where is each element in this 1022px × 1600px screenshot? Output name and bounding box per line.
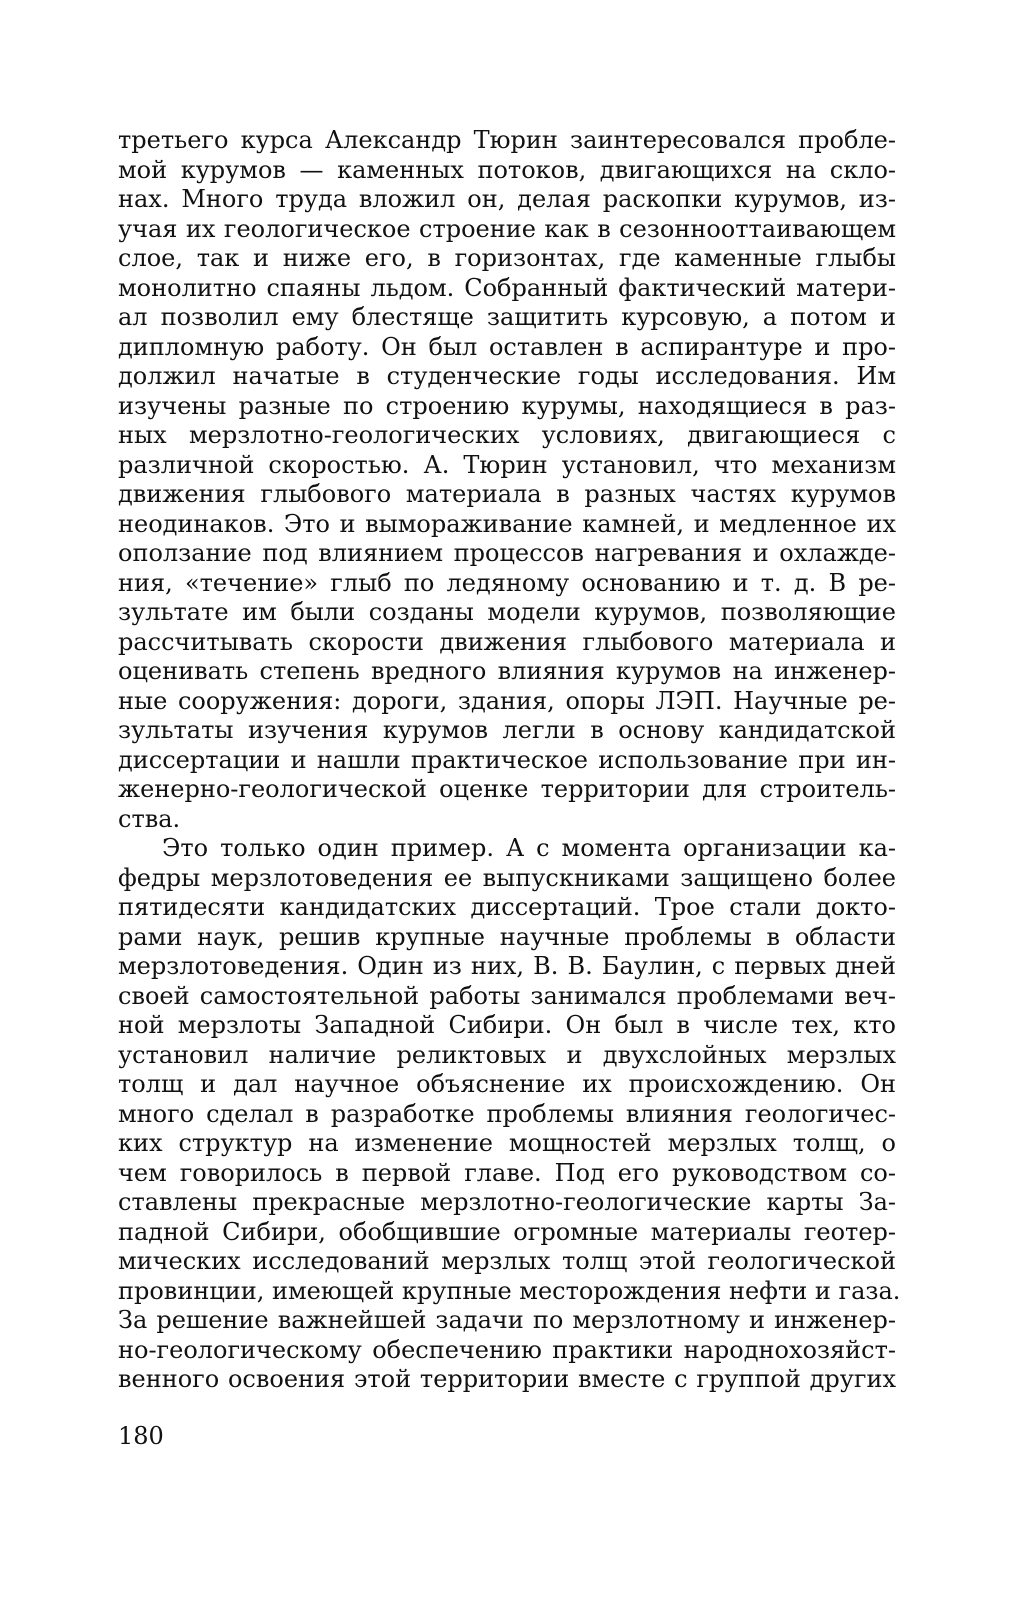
text-line: мой курумов — каменных потоков, двигающихся на скло-	[118, 155, 896, 184]
text-line: своей самостоятельной работы занимался проблемами веч-	[118, 981, 896, 1010]
text-line: чем говорилось в первой главе. Под его руководством со-	[118, 1158, 896, 1187]
text-line: провинции, имеющей крупные месторождения нефти и газа.	[118, 1276, 901, 1305]
text-line: падной Сибири, обобщившие огромные материалы геотер-	[118, 1217, 896, 1246]
text-line: За решение важнейшей задачи по мерзлотному и инженер-	[118, 1306, 896, 1334]
text-line: мических исследований мерзлых толщ этой геологической	[118, 1247, 896, 1275]
text-line: ных мерзлотно-геологических условиях, двигающиеся с	[118, 421, 896, 449]
text-line: ния, «течение» глыб по ледяному основанию и т. д. В ре-	[118, 568, 896, 597]
text-line: должил начатые в студенческие годы исследования. Им	[118, 362, 896, 390]
text-line: но-геологическому обеспечению практики народнохозяйст-	[118, 1335, 896, 1364]
body-text	[118, 126, 901, 1395]
text-line: слое, так и ниже его, в горизонтах, где каменные глыбы	[118, 244, 896, 272]
text-line: третьего курса Александр Тюрин заинтересовался пробле-	[118, 126, 896, 154]
text-line: оползание под влиянием процессов нагревания и охлажде-	[118, 539, 896, 567]
text-line: ства.	[118, 804, 181, 833]
text-line: установил наличие реликтовых и двухслойных мерзлых	[118, 1040, 896, 1069]
text-line: пятидесяти кандидатских диссертаций. Трое стали докто-	[118, 893, 896, 921]
text-line: дипломную работу. Он был оставлен в аспирантуре и про-	[118, 332, 896, 361]
text-line: нах. Много труда вложил он, делая раскопки курумов, из-	[118, 185, 896, 213]
text-line: ставлены прекрасные мерзлотно-геологические карты За-	[118, 1188, 896, 1216]
text-line: учая их геологическое строение как в сезоннооттаивающем	[118, 214, 896, 243]
text-line: рами наук, решив крупные научные проблемы в области	[118, 922, 896, 951]
text-line: венного освоения этой территории вместе с группой других	[118, 1365, 896, 1393]
text-line: неодинаков. Это и вымораживание камней, и медленное их	[118, 509, 896, 538]
text-line: ал позволил ему блестяще защитить курсовую, а потом и	[118, 303, 896, 331]
text-line: зультаты изучения курумов легли в основу кандидатской	[118, 716, 896, 744]
page-number: 180	[118, 1422, 164, 1450]
text-line: изучены разные по строению курумы, находящиеся в раз-	[118, 391, 896, 420]
text-line: рассчитывать скорости движения глыбового материала и	[118, 627, 896, 656]
text-line: женерно-геологической оценке территории для строитель-	[118, 775, 896, 803]
text-line: различной скоростью. А. Тюрин установил, что механизм	[118, 450, 896, 479]
text-line: ких структур на изменение мощностей мерзлых толщ, о	[118, 1129, 896, 1157]
text-line: диссертации и нашли практическое использование при ин-	[118, 745, 896, 774]
text-line: монолитно спаяны льдом. Собранный фактический матери-	[118, 273, 896, 302]
text-line: федры мерзлотоведения ее выпускниками защищено более	[118, 863, 896, 892]
text-line: толщ и дал научное объяснение их происхождению. Он	[118, 1070, 896, 1098]
paragraph-first-line: Это только один пример. А с момента организации ка-	[162, 834, 896, 862]
text-line: движения глыбового материала в разных частях курумов	[118, 480, 896, 508]
text-line: ные сооружения: дороги, здания, опоры ЛЭП. Научные ре-	[118, 686, 896, 715]
text-line: зультате им были созданы модели курумов, позволяющие	[118, 598, 896, 626]
text-line: много сделал в разработке проблемы влияния геологичес-	[118, 1099, 896, 1128]
text-line: мерзлотоведения. Один из них, В. В. Баулин, с первых дней	[118, 952, 896, 980]
text-line: оценивать степень вредного влияния курумов на инженер-	[118, 657, 896, 685]
text-line: ной мерзлоты Западной Сибири. Он был в числе тех, кто	[118, 1011, 896, 1039]
